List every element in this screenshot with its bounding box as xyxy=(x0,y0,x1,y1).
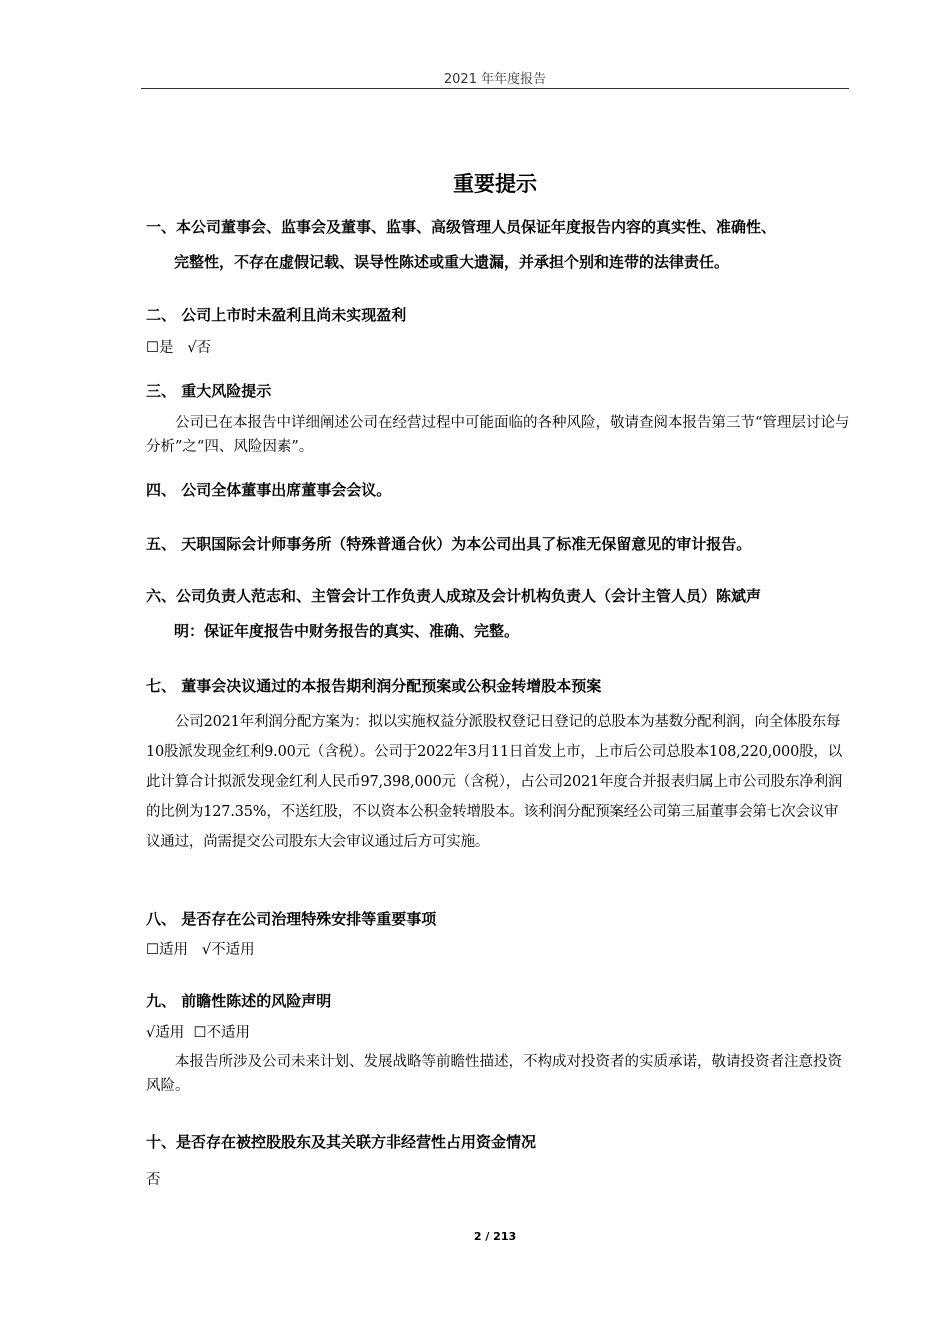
section-2-heading: 二、 公司上市时未盈利且尚未实现盈利 xyxy=(146,306,407,324)
section-4-heading: 四、 公司全体董事出席董事会会议。 xyxy=(146,481,392,499)
section-6-line-2: 明：保证年度报告中财务报告的真实、准确、完整。 xyxy=(174,622,520,640)
section-3-body: 公司已在本报告中详细阐述公司在经营过程中可能面临的各种风险，敬请查阅本报告第三节“管理层讨论与分析”之“四、风险因素”。 xyxy=(146,415,850,455)
section-9-options xyxy=(146,1023,250,1043)
section-8-options xyxy=(146,940,255,960)
section-6 xyxy=(146,579,861,649)
option-applicable: ☐适用 xyxy=(146,942,188,958)
section-3-heading: 三、 重大风险提示 xyxy=(146,382,272,400)
section-10-answer: 否 xyxy=(146,1172,161,1188)
page-number: 2 / 213 xyxy=(473,1230,517,1243)
running-header: 2021 年年度报告 xyxy=(443,72,547,87)
section-6-line-1: 六、公司负责人范志和、主管会计工作负责人成琼及会计机构负责人（会计主管人员）陈斌声 xyxy=(146,587,762,605)
section-9-body: 本报告所涉及公司未来计划、发展战略等前瞻性描述，不构成对投资者的实质承诺，敬请投资者注意投资风险。 xyxy=(146,1054,842,1094)
page-title: 重要提示 xyxy=(453,172,537,196)
option-no: √否 xyxy=(187,340,212,356)
section-7-body: 公司2021年利润分配方案为：拟以实施权益分派股权登记日登记的总股本为基数分配利润，向全体股东每10股派发现金红利9.00元（含税）。公司于2022年3月11日首发上市，上市后公司总股本108,220,000股，以此计算合计拟派发现金红利人民币97,398,000元（含税），占公司2021年度合并报表归属上市公司股东净利润的比例为127.35%，不送红股，不以资本公积金转增股本。该利润分配预案经公司第三届董事会第七次会议审议通过，尚需提交公司股东大会审议通过后方可实施。 xyxy=(146,714,843,850)
option-applicable: √适用 xyxy=(146,1025,185,1041)
section-9-heading: 九、 前瞻性陈述的风险声明 xyxy=(146,992,332,1010)
option-yes: ☐是 xyxy=(146,340,174,356)
section-10-heading: 十、是否存在被控股股东及其关联方非经营性占用资金情况 xyxy=(146,1133,537,1151)
section-1 xyxy=(146,210,861,280)
section-2-options xyxy=(146,338,211,358)
section-5-heading: 五、 天职国际会计师事务所（特殊普通合伙）为本公司出具了标准无保留意见的审计报告。 xyxy=(146,535,752,553)
section-1-line-1: 一、本公司董事会、监事会及董事、监事、高级管理人员保证年度报告内容的真实性、准确性、 xyxy=(146,218,777,236)
section-7-heading: 七、 董事会决议通过的本报告期利润分配预案或公积金转增股本预案 xyxy=(146,677,602,695)
option-not-applicable: ☐不适用 xyxy=(193,1025,250,1041)
section-8-heading: 八、 是否存在公司治理特殊安排等重要事项 xyxy=(146,910,437,928)
section-1-line-2: 完整性，不存在虚假记载、误导性陈述或重大遗漏，并承担个别和连带的法律责任。 xyxy=(174,253,730,271)
option-not-applicable: √不适用 xyxy=(201,942,255,958)
header-rule xyxy=(141,88,849,89)
